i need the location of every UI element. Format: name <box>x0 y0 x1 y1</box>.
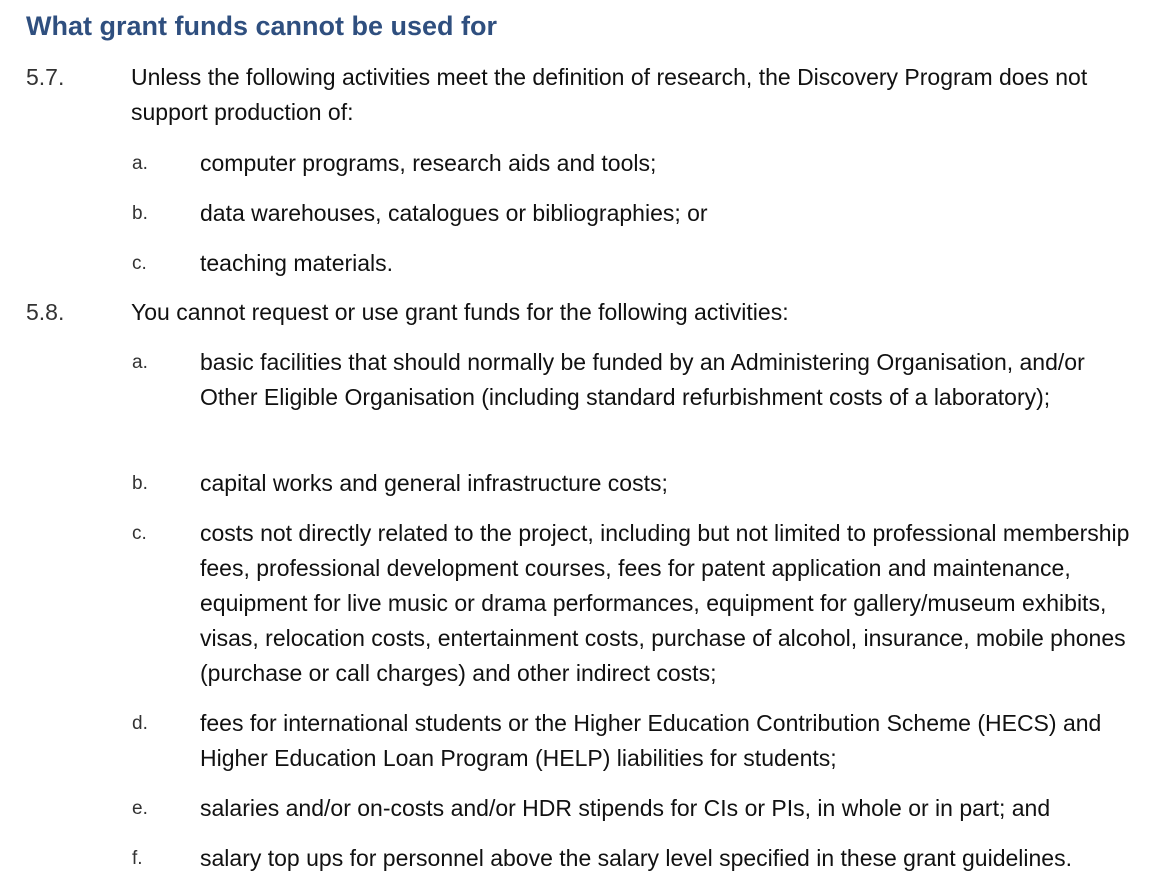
list-item: capital works and general infrastructure costs; <box>200 470 668 496</box>
list-item: salaries and/or on-costs and/or HDR stipends for CIs or PIs, in whole or in part; and <box>200 795 1051 821</box>
item-letter: c. <box>132 523 147 544</box>
clause-number: 5.8. <box>26 299 65 325</box>
item-letter: a. <box>132 153 148 174</box>
list-item: basic facilities that should normally be funded by an Administering Organisation, and/or Other Eligible Organisation (including standard refurbishment costs of a laboratory); <box>200 349 1085 410</box>
list-item: fees for international students or the Higher Education Contribution Scheme (HECS) and Higher Education Loan Program (HELP) liabilities for students; <box>200 710 1102 771</box>
list-item: costs not directly related to the project, including but not limited to professional membership fees, professional development courses, fees for patent application and maintenance, equipment for live music or drama performances, equipment for gallery/museum exhibits, visas, relocation costs, entertainment costs, purchase of alcohol, insurance, mobile phones (purchase or call charges) and other indirect costs; <box>200 520 1130 686</box>
item-letter: b. <box>132 203 148 224</box>
item-letter: b. <box>132 473 148 494</box>
clause-number: 5.7. <box>26 64 65 90</box>
list-item: data warehouses, catalogues or bibliographies; or <box>200 200 708 226</box>
section-heading: What grant funds cannot be used for <box>26 11 497 41</box>
item-letter: e. <box>132 798 148 819</box>
item-letter: c. <box>132 253 147 274</box>
clause-text: Unless the following activities meet the definition of research, the Discovery Program does not support production of: <box>131 64 1088 125</box>
list-item: salary top ups for personnel above the salary level specified in these grant guidelines. <box>200 845 1072 871</box>
list-item: computer programs, research aids and tools; <box>200 150 657 176</box>
clause-text: You cannot request or use grant funds for the following activities: <box>131 299 789 325</box>
item-letter: d. <box>132 713 148 734</box>
list-item: teaching materials. <box>200 250 394 276</box>
item-letter: a. <box>132 352 148 373</box>
item-letter: f. <box>132 848 143 869</box>
